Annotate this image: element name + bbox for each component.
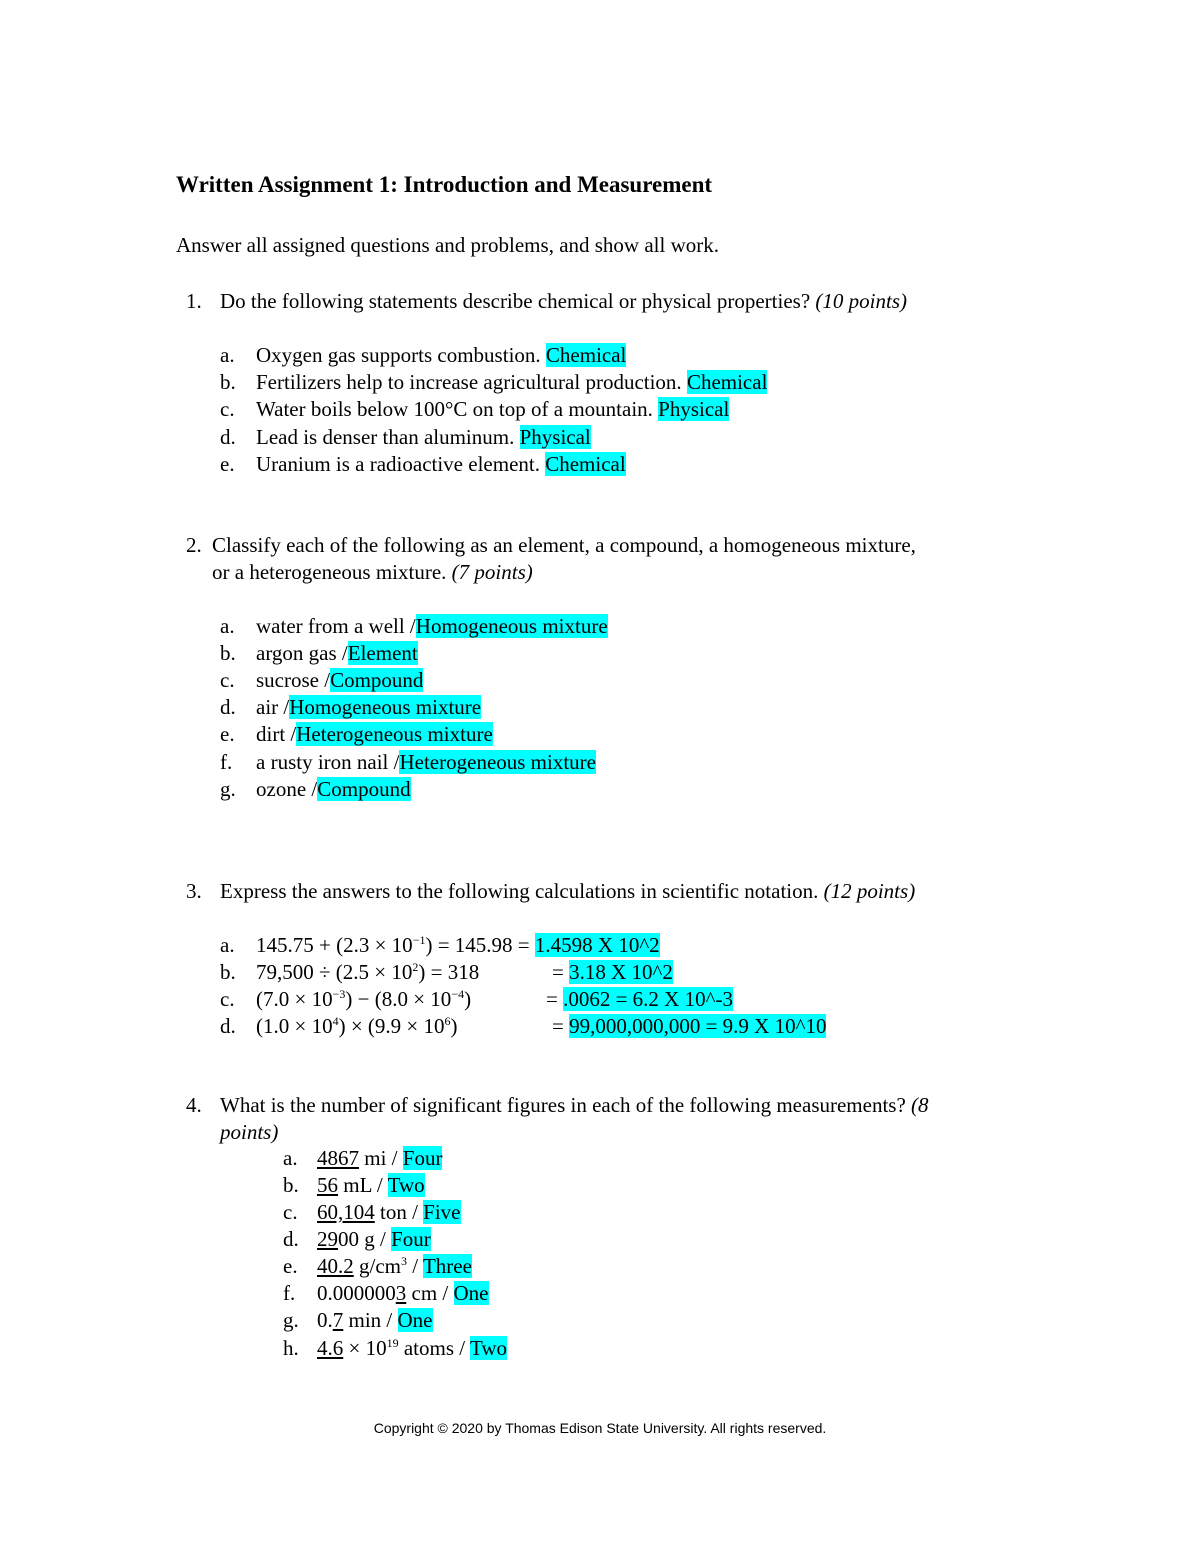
calc-text: 145.75 + (2.3 × 10 (256, 933, 413, 957)
answer-highlight: Compound (317, 777, 411, 801)
question-number: 4. (186, 1093, 202, 1117)
answer-highlight: Chemical (686, 370, 768, 394)
list-item-label: a. (220, 614, 235, 638)
unit-text: g/cm (353, 1254, 401, 1278)
item-text: Water boils below 100°C on top of a mountain. (256, 397, 653, 421)
answer-highlight: Compound (330, 668, 424, 692)
sig-digits: 4867 (317, 1146, 359, 1170)
list-item-label: c. (283, 1200, 298, 1224)
list-item (256, 668, 423, 693)
list-item-label: e. (283, 1254, 298, 1278)
answer-highlight: Two (469, 1336, 507, 1360)
question-number: 2. (186, 533, 202, 557)
list-item (256, 452, 626, 477)
list-item-label: e. (220, 722, 235, 746)
sig-digits: 56 (317, 1173, 338, 1197)
answer-highlight: Homogeneous mixture (415, 614, 608, 638)
answer-highlight: Four (391, 1227, 431, 1251)
question-prompt: Classify each of the following as an element, a compound, a homogeneous mixture, (212, 533, 916, 557)
list-item (317, 1146, 442, 1171)
answer-highlight: Chemical (545, 343, 627, 367)
calc-answer (546, 987, 733, 1012)
list-item-label: h. (283, 1336, 299, 1360)
list-item (256, 425, 591, 450)
points-label-cont: points) (220, 1120, 279, 1144)
item-text: air / (256, 695, 290, 719)
answer-highlight: Four (402, 1146, 443, 1170)
list-item (256, 641, 418, 666)
item-text: argon gas / (256, 641, 348, 665)
question-text (212, 560, 533, 585)
list-item (256, 777, 411, 802)
list-item-label: b. (283, 1173, 299, 1197)
equals-sign: = (552, 960, 564, 984)
leading-zeros: 0.000000 (317, 1281, 396, 1305)
list-item-label: f. (283, 1281, 296, 1305)
item-text: water from a well / (256, 614, 416, 638)
list-item-label: b. (220, 641, 236, 665)
question-prompt: What is the number of significant figures in each of the following measurements? (220, 1093, 906, 1117)
answer-highlight: Homogeneous mixture (289, 695, 482, 719)
answer-highlight: Heterogeneous mixture (399, 750, 597, 774)
sig-digits: 40.2 (317, 1254, 354, 1278)
list-item (317, 1200, 461, 1225)
exponent: 4 (332, 1014, 339, 1028)
calc-answer (552, 1014, 826, 1039)
answer-highlight: One (397, 1308, 433, 1332)
unit-text: min / (343, 1308, 393, 1332)
exponent: 3 (401, 1254, 407, 1268)
list-item (256, 614, 608, 639)
list-item (317, 1336, 507, 1361)
exponent: 19 (386, 1336, 399, 1350)
sig-digits: 3 (395, 1281, 407, 1305)
unit-text: ton / (374, 1200, 418, 1224)
question-text (220, 289, 907, 314)
equals-sign: = (552, 1014, 564, 1038)
item-text: Oxygen gas supports combustion. (256, 343, 541, 367)
question-prompt: Do the following statements describe chemical or physical properties? (220, 289, 811, 313)
calc-text: ) = 145.98 = (425, 933, 530, 957)
answer-highlight: Three (422, 1254, 472, 1278)
calc-text: ) = 318 (418, 960, 480, 984)
intro-text: Answer all assigned questions and problems, and show all work. (176, 233, 719, 257)
item-text: Uranium is a radioactive element. (256, 452, 540, 476)
item-text: Lead is denser than aluminum. (256, 425, 515, 449)
list-item (256, 750, 596, 775)
list-item-label: a. (220, 933, 235, 957)
unit-text: 00 g / (338, 1227, 386, 1251)
unit-text: mi / (359, 1146, 398, 1170)
answer-highlight: Heterogeneous mixture (296, 722, 493, 746)
list-item (256, 695, 481, 720)
answer-highlight: 99,000,000,000 = 9.9 X 10^10 (569, 1014, 827, 1038)
list-item (256, 343, 626, 368)
unit-text: cm / (406, 1281, 449, 1305)
points-label: (12 points) (823, 879, 916, 903)
question-prompt-cont: or a heterogeneous mixture. (212, 560, 447, 584)
list-item-label: b. (220, 370, 236, 394)
list-item-label: b. (220, 960, 236, 984)
answer-highlight: 3.18 X 10^2 (569, 960, 673, 984)
answer-highlight: 1.4598 X 10^2 (534, 933, 660, 957)
answer-highlight: Five (423, 1200, 461, 1224)
points-label: (8 (911, 1093, 929, 1117)
list-item (317, 1254, 472, 1279)
sig-digits: 7 (332, 1308, 344, 1332)
unit-text: × 10 (343, 1336, 387, 1360)
calc-text: (7.0 × 10 (256, 987, 333, 1011)
list-item-label: c. (220, 668, 235, 692)
list-item-label: f. (220, 750, 233, 774)
points-label: (10 points) (815, 289, 907, 313)
list-item-label: a. (283, 1146, 298, 1170)
answer-highlight: Physical (658, 397, 730, 421)
sig-digits: 29 (317, 1227, 338, 1251)
points-label: (7 points) (451, 560, 533, 584)
copyright-footer: Copyright © 2020 by Thomas Edison State University. All rights reserved. (373, 1420, 827, 1436)
calc-text: ) (464, 987, 472, 1011)
page-title: Written Assignment 1: Introduction and Measurement (176, 172, 713, 197)
answer-highlight: Two (387, 1173, 425, 1197)
exponent: −1 (412, 933, 426, 947)
list-item (256, 722, 493, 747)
list-item (256, 397, 729, 422)
answer-highlight: Chemical (545, 452, 626, 476)
question-text (220, 879, 915, 904)
sig-digits: 4.6 (317, 1336, 344, 1360)
list-item-label: e. (220, 452, 235, 476)
list-item-label: g. (283, 1308, 299, 1332)
unit-text: atoms / (398, 1336, 466, 1360)
list-item-label: a. (220, 343, 235, 367)
item-text: a rusty iron nail / (256, 750, 400, 774)
unit-text: mL / (338, 1173, 383, 1197)
question-text (220, 1093, 929, 1118)
exponent: 2 (412, 960, 419, 974)
item-text: Fertilizers help to increase agricultural production. (256, 370, 682, 394)
list-item-label: c. (220, 987, 235, 1011)
list-item (317, 1281, 489, 1306)
equals-sign: = (546, 987, 558, 1011)
list-item-label: d. (283, 1227, 299, 1251)
question-number: 3. (186, 879, 202, 903)
calc-text: 79,500 ÷ (2.5 × 10 (256, 960, 413, 984)
calc-item (256, 933, 660, 958)
list-item (317, 1227, 431, 1252)
answer-highlight: One (453, 1281, 489, 1305)
calc-text: ) − (8.0 × 10 (345, 987, 452, 1011)
exponent: 6 (444, 1014, 451, 1028)
list-item (317, 1308, 433, 1333)
calc-text: ) × (9.9 × 10 (338, 1014, 445, 1038)
answer-highlight: .0062 = 6.2 X 10^-3 (563, 987, 733, 1011)
calc-text: (1.0 × 10 (256, 1014, 333, 1038)
list-item-label: c. (220, 397, 235, 421)
list-item (256, 370, 767, 395)
item-text: dirt / (256, 722, 297, 746)
answer-highlight: Physical (519, 425, 591, 449)
item-text: sucrose / (256, 668, 331, 692)
exponent: −3 (332, 987, 346, 1001)
calc-item (256, 960, 479, 985)
list-item-label: d. (220, 695, 236, 719)
list-item-label: d. (220, 425, 236, 449)
list-item-label: g. (220, 777, 236, 801)
calc-text: ) (450, 1014, 458, 1038)
list-item (317, 1173, 425, 1198)
calc-answer (552, 960, 673, 985)
unit-text: / (407, 1254, 419, 1278)
item-text: ozone / (256, 777, 318, 801)
list-item-label: d. (220, 1014, 236, 1038)
calc-item (256, 1014, 458, 1039)
question-prompt: Express the answers to the following calculations in scientific notation. (220, 879, 819, 903)
leading-zeros: 0. (317, 1308, 333, 1332)
answer-highlight: Element (347, 641, 418, 665)
exponent: −4 (451, 987, 465, 1001)
question-number: 1. (186, 289, 202, 313)
calc-item (256, 987, 471, 1012)
sig-digits: 60,104 (317, 1200, 375, 1224)
